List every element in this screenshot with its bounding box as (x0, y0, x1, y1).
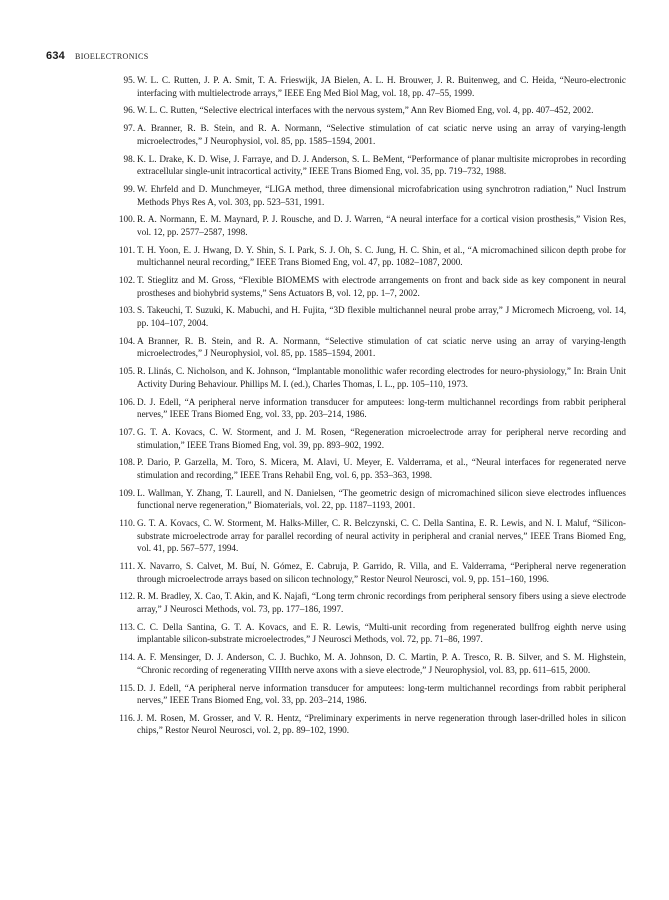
reference-text: S. Takeuchi, T. Suzuki, K. Mabuchi, and H. Fujita, “3D flexible multichannel neural probe array,” J Micromech Microeng, vol. 14, pp. 104–107, 2004. (137, 305, 626, 328)
reference-number: 116. (119, 712, 135, 723)
reference-text: G. T. A. Kovacs, C. W. Storment, M. Halks-Miller, C. R. Belczynski, C. C. Della Santina, E. R. Lewis, and N. I. Maluf, “Silicon-substrate microelectrode array for parallel recording of neural activity in peripheral and cranial nerves,” IEEE Trans Biomed Eng, vol. 41, pp. 567–577, 1994. (137, 518, 626, 554)
reference-item (46, 621, 626, 646)
reference-number: 102. (118, 275, 135, 286)
reference-number: 95. (123, 75, 135, 85)
reference-text: D. J. Edell, “A peripheral nerve information transducer for amputees: long-term multichannel recordings from rabbit peripheral nerves,” IEEE Trans Biomed Eng, vol. 33, pp. 203–214, 1986. (137, 682, 626, 706)
reference-text: C. C. Della Santina, G. T. A. Kovacs, and E. R. Lewis, “Multi-unit recording from regenerated bullfrog eighth nerve using implantable silicon-substrate microelectrodes,” J Neurosci Methods, vol. 72, pp. 71–86, 1997. (137, 621, 626, 645)
reference-item (46, 712, 626, 737)
reference-number: 105. (118, 366, 135, 377)
reference-item (46, 274, 626, 299)
reference-number: 112. (119, 591, 135, 602)
reference-number: 106. (118, 396, 135, 407)
reference-number: 109. (118, 487, 135, 498)
reference-number: 99. (123, 183, 135, 194)
reference-text: A. F. Mensinger, D. J. Anderson, C. J. Buchko, M. A. Johnson, D. C. Martin, P. A. Tresco, R. B. Silver, and S. M. Highstein, “Chronic recording of regenerating VIIIth nerve axons with a sieve electrode,” J Neurophysiol, vol. 83, pp. 611–615, 2000. (137, 652, 626, 675)
reference-item (46, 517, 626, 555)
reference-text: P. Dario, P. Garzella, M. Toro, S. Micera, M. Alavi, U. Meyer, E. Valderrama, et al., “Neural interfaces for regenerated nerve stimulation and recording,” IEEE Trans Rehabil Eng, vol. 6, pp. 353–363, 1998. (137, 457, 626, 480)
reference-item (46, 213, 626, 238)
reference-item (46, 74, 626, 99)
reference-number: 114. (119, 652, 135, 663)
page-number: 634 (46, 50, 65, 62)
reference-item (46, 560, 626, 585)
reference-number: 98. (123, 153, 135, 164)
reference-item (46, 104, 626, 117)
reference-text: G. T. A. Kovacs, C. W. Storment, and J. M. Rosen, “Regeneration microelectrode array for peripheral nerve recording and stimulation,” IEEE Trans Biomed Eng, vol. 39, pp. 893–902, 1992. (137, 426, 626, 450)
reference-number: 110. (119, 518, 135, 529)
reference-item (46, 426, 626, 451)
reference-item (46, 122, 626, 147)
reference-item (46, 682, 626, 707)
running-header (46, 50, 149, 64)
reference-number: 103. (118, 305, 135, 316)
reference-item (46, 183, 626, 208)
reference-item (46, 365, 626, 390)
reference-number: 104. (118, 335, 135, 346)
reference-item (46, 590, 626, 615)
reference-number: 96. (123, 105, 135, 116)
reference-number: 113. (119, 621, 135, 632)
reference-item (46, 244, 626, 269)
reference-item (46, 487, 626, 512)
reference-text: A Branner, R. B. Stein, and R. A. Normann, “Selective stimulation of cat sciatic nerve using an array of varying-length microelectrodes,” J Neurophysiol, vol. 85, pp. 1585–1594, 2001. (137, 335, 626, 359)
reference-text: L. Wallman, Y. Zhang, T. Laurell, and N. Danielsen, “The geometric design of micromachined silicon sieve electrodes influences functional nerve regeneration,” Biomaterials, vol. 22, pp. 1187–1193, 2001. (137, 487, 626, 511)
reference-text: X. Navarro, S. Calvet, M. Buí, N. Gómez, E. Cabruja, P. Garrido, R. Villa, and E. Valderrama, “Peripheral nerve regeneration through microelectrode arrays based on silicon technology,” Restor Neurol Neurosci, vol. 9, pp. 151–160, 1996. (137, 561, 626, 584)
reference-text: W. L. C. Rutten, “Selective electrical interfaces with the nervous system,” Ann Rev Biomed Eng, vol. 4, pp. 407–452, 2002. (137, 105, 594, 116)
reference-text: D. J. Edell, “A peripheral nerve information transducer for amputees: long-term multichannel recordings from rabbit peripheral nerves,” IEEE Trans Biomed Eng, vol. 33, pp. 203–214, 1986. (137, 396, 626, 420)
reference-text: T. H. Yoon, E. J. Hwang, D. Y. Shin, S. I. Park, S. J. Oh, S. C. Jung, H. C. Shin, et al., “A micromachined silicon depth probe for multichannel neural recording,” IEEE Trans Biomed Eng, vol. 47, pp. 1082–1087, 2000. (137, 244, 626, 268)
reference-number: 97. (123, 123, 135, 134)
reference-number: 100. (118, 214, 135, 225)
reference-item (46, 651, 626, 676)
reference-number: 101. (118, 244, 135, 255)
reference-number: 107. (118, 426, 135, 437)
reference-text: K. L. Drake, K. D. Wise, J. Farraye, and D. J. Anderson, S. L. BeMent, “Performance of planar multisite microprobes in recording extracellular single-unit intracortical activity,” IEEE Trans Biomed Eng, vol. 35, pp. 719–732, 1988. (137, 153, 626, 177)
reference-text: W. L. C. Rutten, J. P. A. Smit, T. A. Frieswijk, JA Bielen, A. L. H. Brouwer, J. R. Buitenweg, and C. Heida, “Neuro-electronic interfacing with multielectrode arrays,” IEEE Eng Med Biol Mag, vol. 18, pp. 47–55, 1999. (137, 75, 626, 98)
reference-item (46, 335, 626, 360)
reference-text: R. A. Normann, E. M. Maynard, P. J. Rousche, and D. J. Warren, “A neural interface for a cortical vision prosthesis,” Vision Res, vol. 12, pp. 2577–2587, 1998. (137, 214, 626, 237)
reference-text: T. Stieglitz and M. Gross, “Flexible BIOMEMS with electrode arrangements on front and back side as key component in neural prostheses and biohybrid systems,” Sens Actuators B, vol. 12, pp. 1–7, 2002. (137, 275, 626, 298)
reference-number: 111. (119, 561, 135, 571)
reference-item (46, 396, 626, 421)
reference-text: R. M. Bradley, X. Cao, T. Akin, and K. Najafi, “Long term chronic recordings from peripheral sensory fibers using a sieve electrode array,” J Neurosci Methods, vol. 73, pp. 177–186, 1997. (137, 591, 626, 614)
reference-list (46, 74, 626, 742)
reference-text: A. Branner, R. B. Stein, and R. A. Normann, “Selective stimulation of cat sciatic nerve using an array of varying-length microelectrodes,” J Neurophysiol, vol. 85, pp. 1585–1594, 2001. (137, 123, 626, 146)
running-title: BIOELECTRONICS (74, 52, 149, 61)
reference-text: J. M. Rosen, M. Grosser, and V. R. Hentz, “Preliminary experiments in nerve regeneration through laser-drilled holes in silicon chips,” Restor Neurol Neurosci, vol. 2, pp. 89–102, 1990. (137, 712, 626, 736)
reference-item (46, 153, 626, 178)
reference-item (46, 456, 626, 481)
reference-text: R. Llinás, C. Nicholson, and K. Johnson, “Implantable monolithic wafer recording electrodes for neuro-physiology,” In: Brain Unit Activity During Behaviour. Phillips M. I. (ed.), Charles Thomas, I. L., pp. 105–110, 1973. (137, 366, 626, 389)
reference-text: W. Ehrfeld and D. Munchmeyer, “LIGA method, three dimensional microfabrication using synchrotron radiation,” Nucl Instrum Methods Phys Res A, vol. 303, pp. 523–531, 1991. (137, 183, 626, 207)
reference-number: 115. (119, 682, 135, 693)
reference-item (46, 304, 626, 329)
reference-number: 108. (118, 457, 135, 468)
